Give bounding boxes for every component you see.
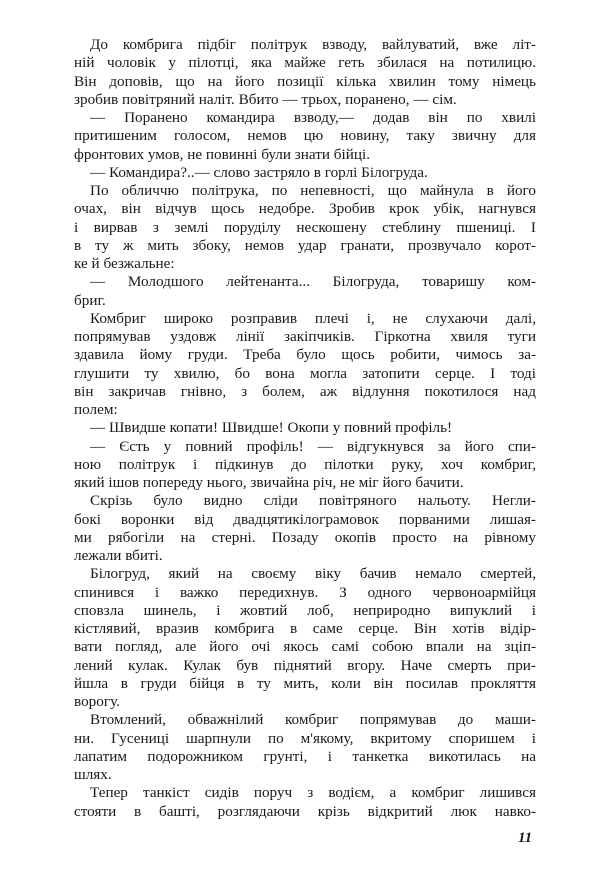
text-line: ми рябогіли на стерні. Позаду окопів просто на рівному [74,528,536,546]
text-line: — Єсть у повний профіль! — відгукнувся за його спи- [90,437,536,455]
text-line: лежали вбиті. [74,547,163,564]
text-line: ни. Гусениці шарпнули по м'якому, вкритому споришем і [74,729,536,747]
paragraph [74,273,536,310]
page-body [74,36,536,821]
text-line: ною політрук і підкинув до пілотки руку, хоч комбриг, [74,455,536,473]
text-line: ній чоловік у пілотці, яка майже геть збилася на потилицю. [74,54,536,72]
text-line: він закричав гнівно, з болем, аж відлуння покотилося над [74,382,536,400]
text-line: лений кулак. Кулак був піднятий вгору. Наче смерть при- [74,656,536,674]
text-line: лапатим подорожником грунті, і танкетка викотилась на [74,747,536,765]
text-line: зробив повітряний наліт. Вбито — трьох, поранено, — сім. [74,90,457,108]
text-line: Білогруд, який на своєму віку бачив немало смертей, [90,565,536,583]
paragraph [74,711,536,784]
text-line: вати погляд, але його очі якось самі собою впали на зціп- [74,638,536,656]
text-line: в ту ж мить збоку, немов удар гранати, прозвучало корот- [74,236,536,254]
text-line: йшла в груди бійця в ту мить, коли він посилав прокляття [74,674,536,692]
text-line: Скрізь було видно сліди повітряного нальоту. Негли- [90,492,536,510]
paragraph [74,492,536,565]
paragraph [74,182,536,273]
text-line: глушити ту хвилю, бо вона могла затопити серце. І тоді [74,364,536,382]
text-line: шлях. [74,766,112,783]
text-line: полем: [74,401,118,418]
text-line: притишеним голосом, немов цю новину, таку звичну для [74,127,536,145]
text-line: кістлявий, вразив комбрига в саме серце. Він хотів відір- [74,620,536,637]
text-line: Комбриг широко розправив плечі і, не слухаючи далі, [90,309,536,327]
text-line: фронтових умов, не повинні були знати бійці. [74,145,371,163]
text-line: стояти в башті, розглядаючи крізь відкритий люк навко- [74,802,536,820]
page-number: 11 [518,830,533,846]
text-line: очах, він відчув щось недобре. Зробив крок убік, нагнувся [74,200,536,218]
text-line: До комбрига підбіг політрук взводу, вайлуватий, вже літ- [90,36,536,53]
text-line: сповзла шинель, і жовтий лоб, неприродно випуклий і [74,601,536,619]
paragraph [74,109,536,164]
paragraph [74,419,536,437]
text-line: ке й безжальне: [74,255,175,272]
text-line: бриг. [74,291,106,309]
text-line: здавила йому груди. Треба було щось робити, чимось за- [74,346,536,364]
text-line: — Молодшого лейтенанта... Білогруда, товаришу ком- [90,273,536,291]
text-line: Він доповів, що на його позиції кілька хвилин тому німець [74,72,536,90]
text-line: попрямував уздовж лінії закіпчиків. Гіркотна хвиля туги [74,328,536,345]
paragraph [74,310,536,420]
text-line: Втомлений, обважнілий комбриг попрямував до маши- [90,711,536,729]
text-line: ворогу. [74,693,120,710]
paragraph [74,438,536,493]
paragraph [74,784,536,821]
text-line: спинився і важко передихнув. З одного червоноармійця [74,583,536,601]
text-line: Тепер танкіст сидів поруч з водієм, а комбриг лишився [90,784,536,802]
text-line: — Поранено командира взводу,— додав він по хвилі [90,109,536,126]
text-line: — Командира?..— слово застряло в горлі Білогруда. [90,163,428,181]
text-line: і вирвав з землі поруділу нескошену стеблину пшениці. І [74,218,536,236]
paragraph [74,565,536,711]
paragraph [74,36,536,109]
text-line: бокі воронки від двадцятикілограмовок порваними лишая- [74,510,536,528]
text-line: який ішов попереду нього, звичайна річ, не міг його бачити. [74,474,464,491]
text-line: По обличчю політрука, по непевності, що майнула в його [90,182,536,199]
text-line: — Швидше копати! Швидше! Окопи у повний профіль! [90,419,453,437]
paragraph [74,164,536,182]
